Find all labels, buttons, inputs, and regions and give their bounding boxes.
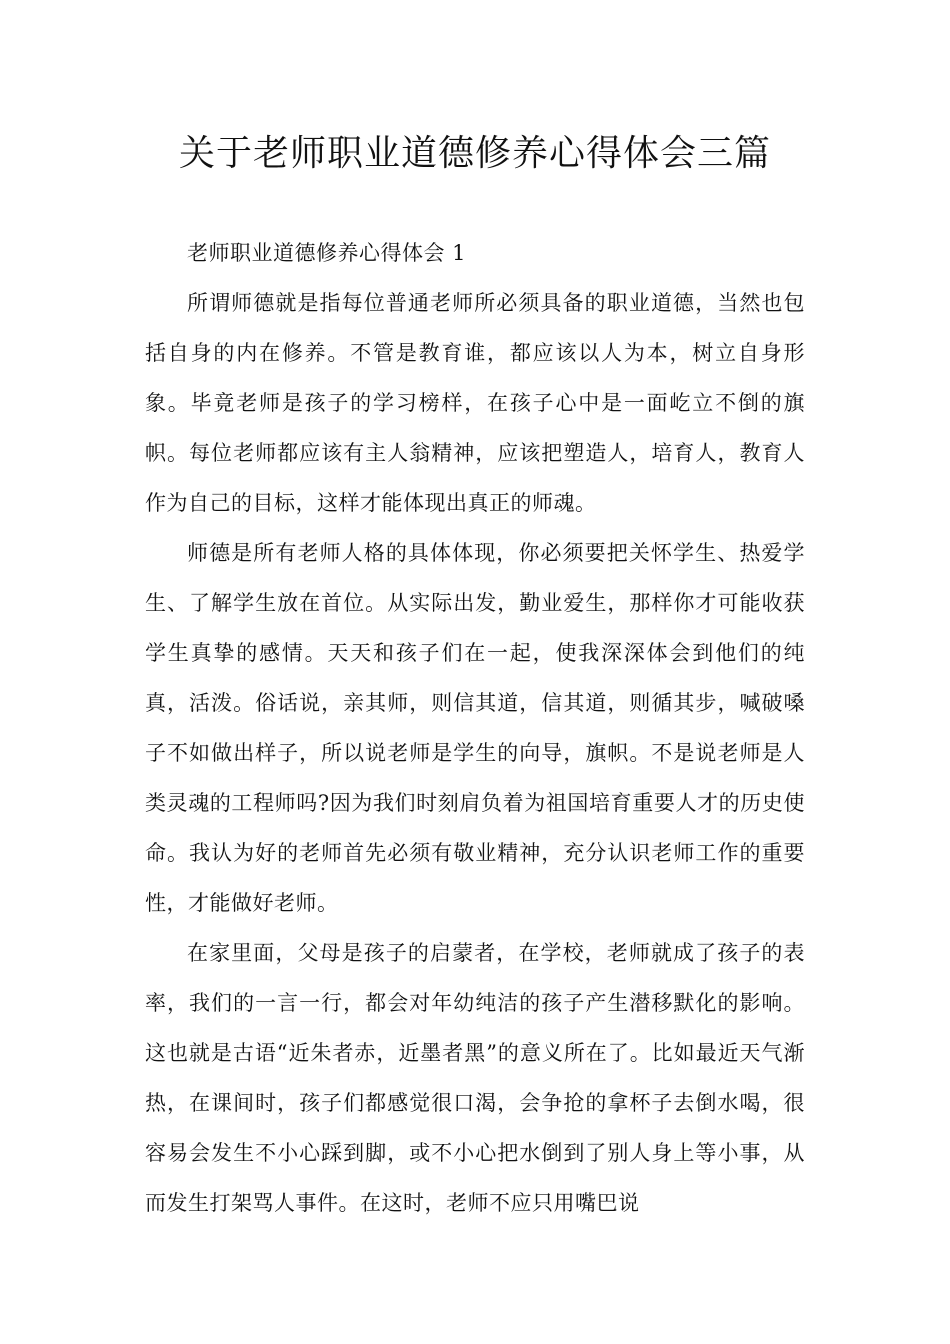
- paragraph-1: 所谓师德就是指每位普通老师所必须具备的职业道德，当然也包括自身的内在修养。不管是教育谁，都应该以人为本，树立自身形象。毕竟老师是孩子的学习榜样，在孩子心中是一面屹立不倒的旗帜。每位老师都应该有主人翁精神，应该把塑造人，培育人，教育人作为自己的目标，这样才能体现出真正的师魂。: [145, 291, 805, 515]
- document-title: 关于老师职业道德修养心得体会三篇: [178, 133, 771, 174]
- document-body: [145, 228, 805, 1228]
- paragraph-3: 在家里面，父母是孩子的启蒙者，在学校，老师就成了孩子的表率，我们的一言一行，都会对年幼纯洁的孩子产生潜移默化的影响。这也就是古语“近朱者赤，近墨者黑”的意义所在了。比如最近天气渐热，在课间时，孩子们都感觉很口渴，会争抢的拿杯子去倒水喝，很容易会发生不小心踩到脚，或不小心把水倒到了别人身上等小事，从而发生打架骂人事件。在这时，老师不应只用嘴巴说: [145, 941, 805, 1215]
- paragraph-2: 师德是所有老师人格的具体体现，你必须要把关怀学生、热爱学生、了解学生放在首位。从实际出发，勤业爱生，那样你才可能收获学生真挚的感情。天天和孩子们在一起，使我深深体会到他们的纯真，活泼。俗话说，亲其师，则信其道，信其道，则循其步，喊破嗓子不如做出样子，所以说老师是学生的向导，旗帜。不是说老师是人类灵魂的工程师吗?因为我们时刻肩负着为祖国培育重要人才的历史使命。我认为好的老师首先必须有敬业精神，充分认识老师工作的重要性，才能做好老师。: [145, 541, 805, 915]
- section-heading: 老师职业道德修养心得体会 1: [187, 241, 467, 265]
